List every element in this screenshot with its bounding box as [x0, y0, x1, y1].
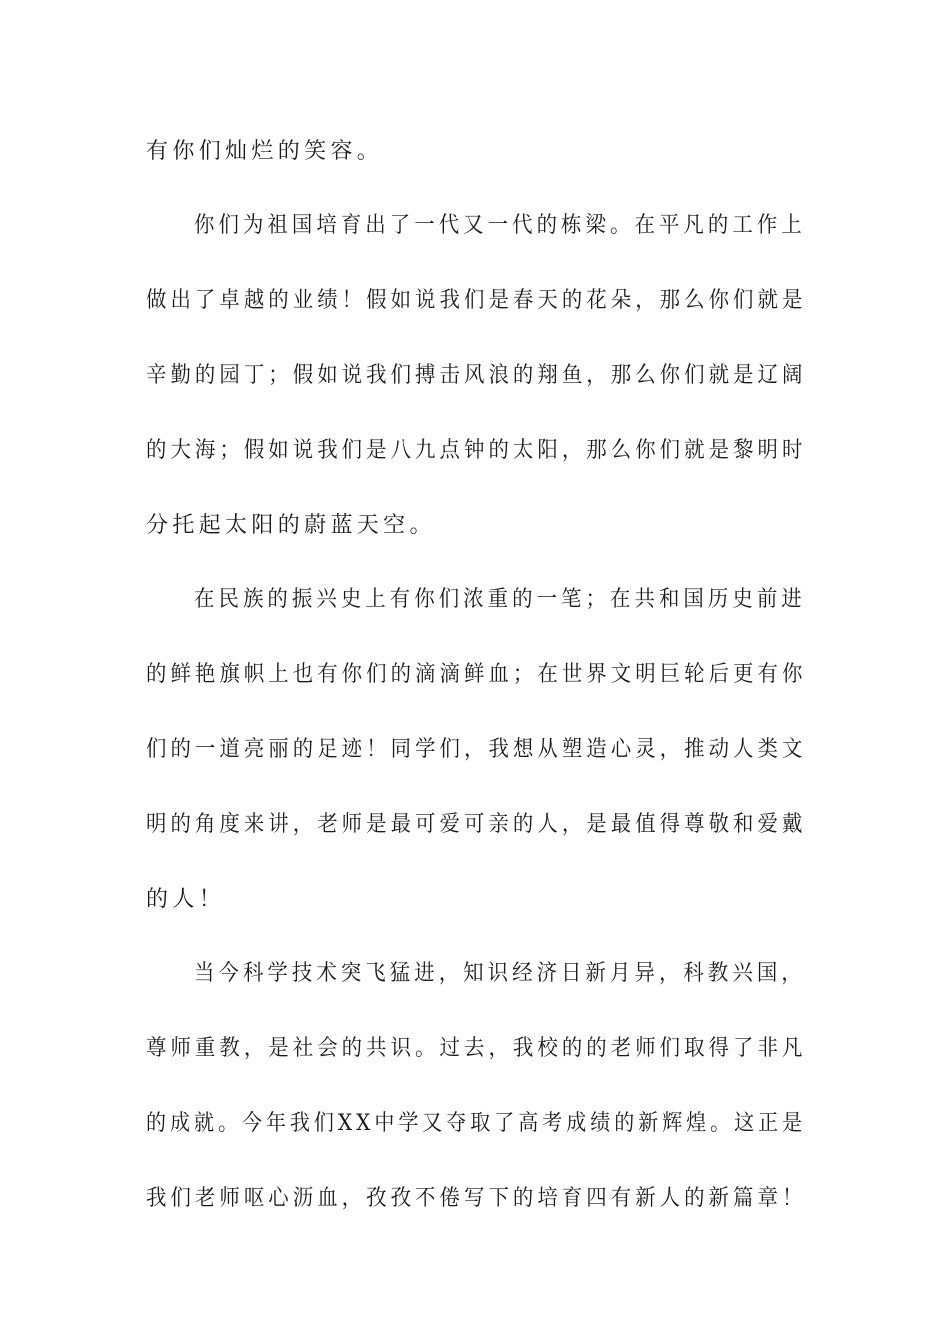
text-line: 的鲜艳旗帜上也有你们的滴滴鲜血；在世界文明巨轮后更有你: [146, 662, 807, 687]
text-line: 做出了卓越的业绩！假如说我们是春天的花朵，那么你们就是: [146, 288, 807, 313]
text-line: 有你们灿烂的笑容。: [146, 139, 384, 164]
paragraph-first-line: 你们为祖国培育出了一代又一代的栋梁。在平凡的工作上: [194, 213, 806, 238]
text-line: 我们老师呕心沥血，孜孜不倦写下的培育四有新人的新篇章！: [146, 1186, 807, 1211]
paragraph-first-line: 当今科学技术突飞猛进，知识经济日新月异，科教兴国，: [194, 961, 806, 986]
text-line: 的人！: [146, 887, 226, 912]
text-line: 分托起太阳的蔚蓝天空。: [146, 513, 436, 538]
text-line: 们的一道亮丽的足迹！同学们，我想从塑造心灵，推动人类文: [146, 737, 807, 762]
text-line: 辛勤的园丁；假如说我们搏击风浪的翔鱼，那么你们就是辽阔: [146, 363, 807, 388]
text-line: 的成就。今年我们XX中学又夺取了高考成绩的新辉煌。这正是: [146, 1111, 807, 1136]
text-line: 的大海；假如说我们是八九点钟的太阳，那么你们就是黎明时: [146, 438, 807, 463]
text-line: 尊师重教，是社会的共识。过去，我校的的老师们取得了非凡: [146, 1036, 807, 1061]
text-line: 明的角度来讲，老师是最可爱可亲的人，是最值得尊敬和爱戴: [146, 812, 807, 837]
paragraph-first-line: 在民族的振兴史上有你们浓重的一笔；在共和国历史前进: [194, 587, 806, 612]
